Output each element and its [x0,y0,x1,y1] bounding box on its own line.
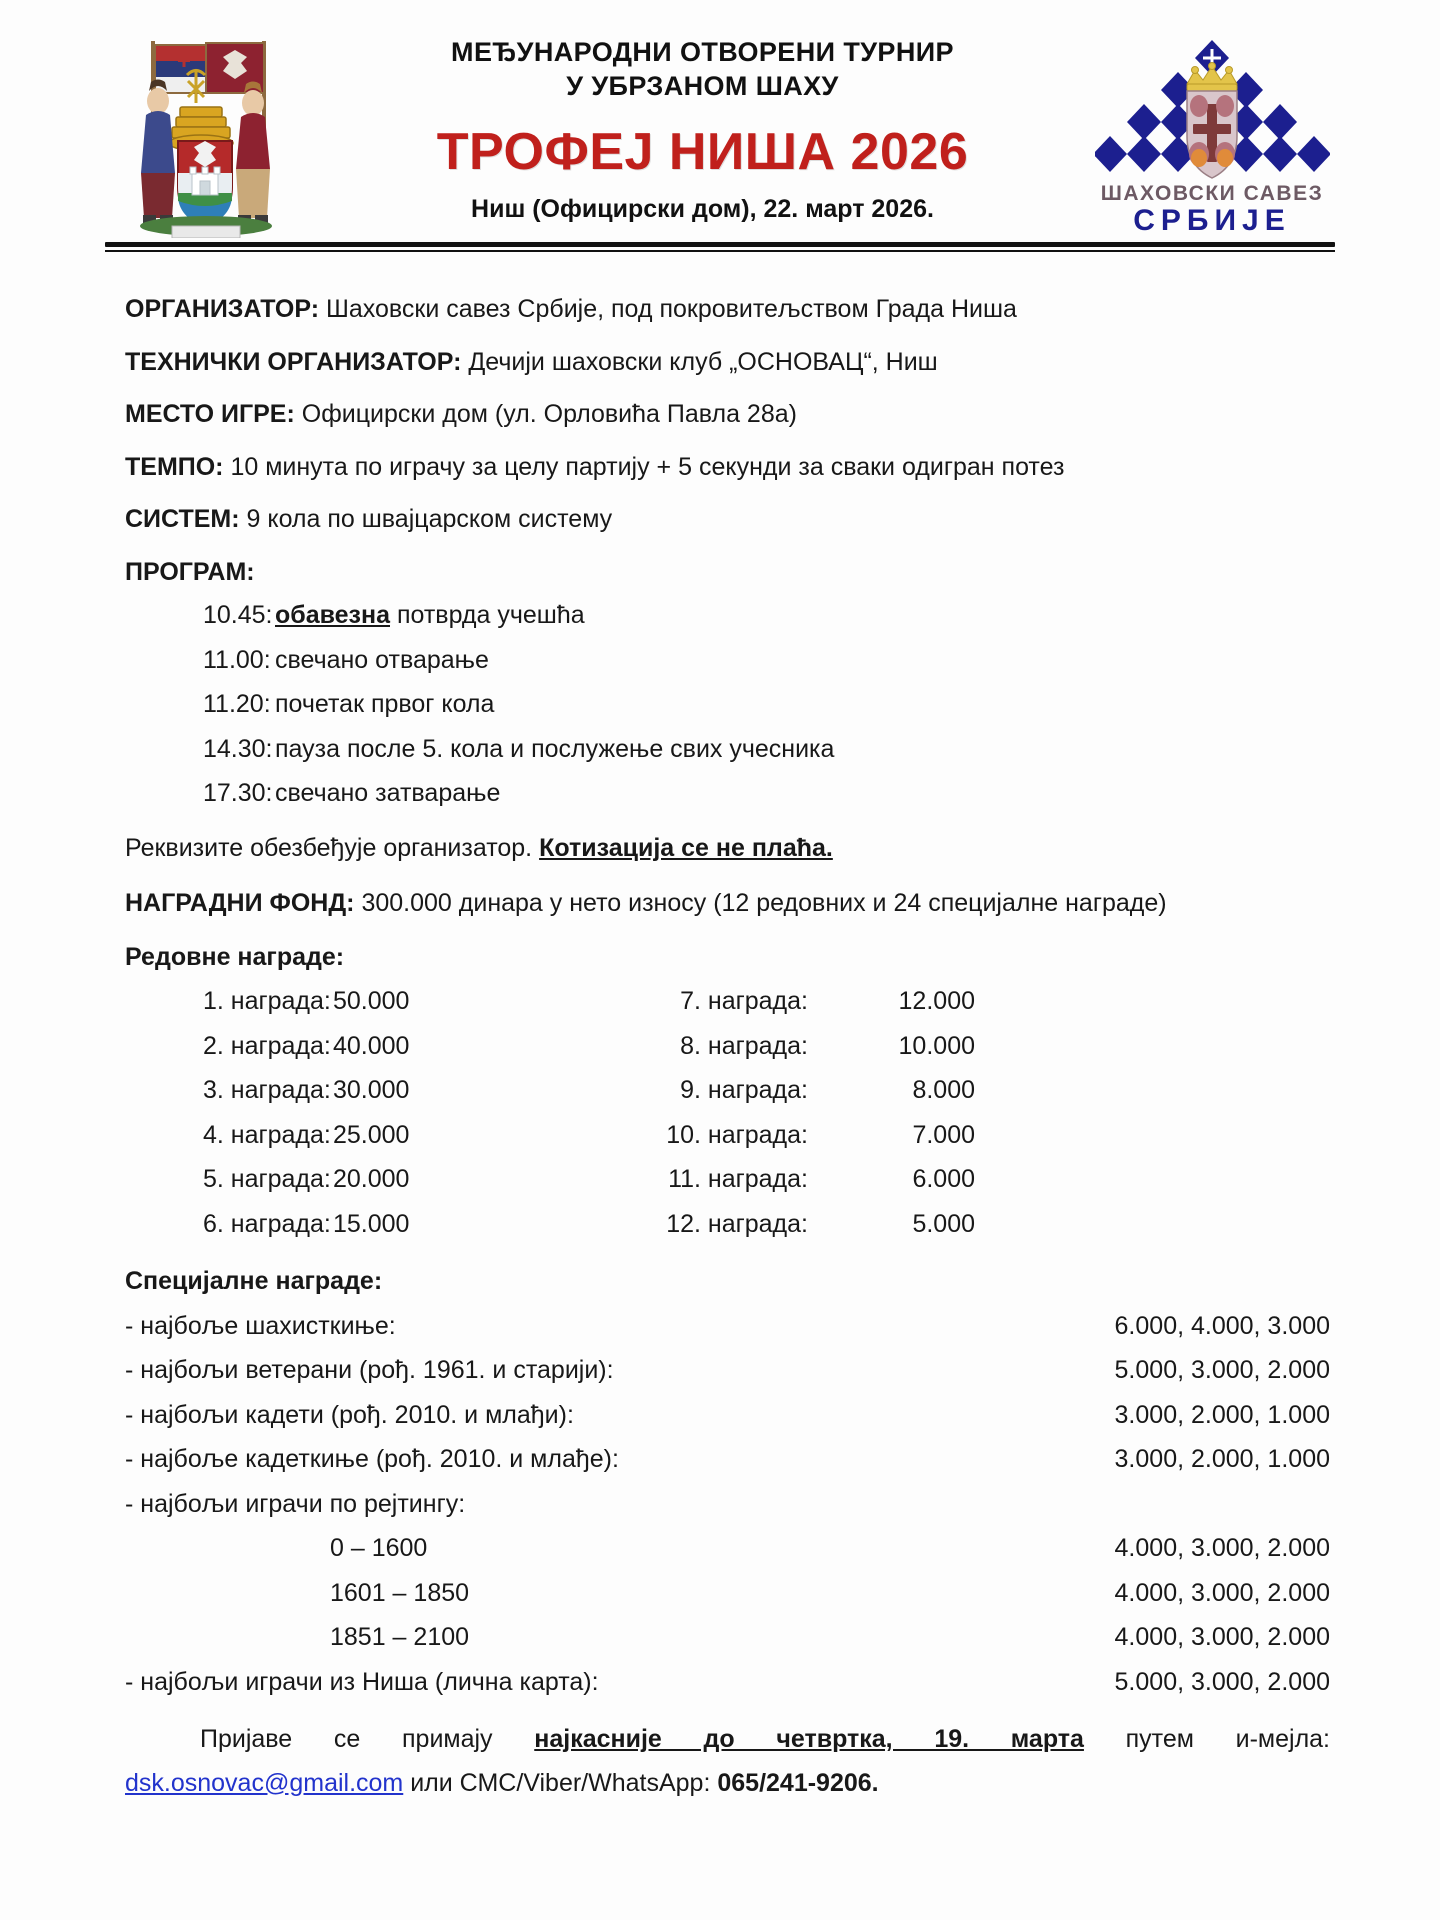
special-prize-row [125,1309,1330,1345]
header-title-block [310,36,1095,224]
prize-amount-left: 15.000 [333,1209,410,1238]
prize-label-left: 5. награда: [203,1165,331,1193]
program-description: обавезна потврда учешћа [275,601,585,629]
special-prize-row [125,1442,1330,1478]
svg-text:СРБИЈЕ: СРБИЈЕ [1133,203,1291,233]
special-prize-name: - најбољи ветерани (рођ. 1961. и старији): [125,1356,614,1384]
organizer-line [125,292,1330,328]
technical-organizer-line [125,345,1330,381]
prize-column-spacer [513,1207,623,1243]
program-row [125,732,1330,768]
no-entry-fee-emphasis: Котизација се не плаћа. [539,833,833,862]
program-row [125,643,1330,679]
prize-label-right: 11. награда: [668,1165,808,1193]
prize-label-left: 3. награда: [203,1076,331,1104]
prize-column-spacer [513,1073,623,1109]
contact-email-link[interactable]: dsk.osnovac@gmail.com [125,1768,404,1797]
prize-column-spacer [513,1162,623,1198]
special-prize-row [125,1398,1330,1434]
special-prize-name: 1851 – 2100 [330,1623,470,1651]
header-divider-thick [105,242,1335,247]
special-prize-row [125,1487,1330,1523]
special-prizes-heading: Специјалне награде: [125,1267,383,1295]
prize-amount-right: 5.000 [912,1209,975,1238]
special-prize-amounts: 4.000, 3.000, 2.000 [1114,1534,1330,1562]
system-label: СИСТЕМ: [125,505,240,533]
special-prize-row [125,1353,1330,1389]
prize-amount-left: 30.000 [333,1076,410,1104]
prize-column-spacer [513,1118,623,1154]
prize-amount-right: 10.000 [898,1031,975,1060]
special-prize-amounts: 6.000, 4.000, 3.000 [1114,1311,1330,1340]
chess-federation-of-serbia-logo-icon [1095,28,1330,233]
prize-label-left: 4. награда: [203,1120,331,1149]
flyer-body [0,252,1440,1801]
special-prize-name: 1601 – 1850 [330,1578,470,1607]
special-prize-amounts: 3.000, 2.000, 1.000 [1114,1400,1330,1429]
prize-fund-value: 300.000 динара у нето износу (12 редовних и 24 специјалне награде) [354,889,1167,917]
prize-amount-left: 50.000 [333,987,410,1015]
prize-amount-left: 25.000 [333,1120,410,1149]
technical-organizer-value: Дечији шаховски клуб „ОСНОВАЦ“, Ниш [461,347,938,376]
program-row [125,598,1330,634]
special-prize-amounts: 5.000, 3.000, 2.000 [1114,1667,1330,1696]
program-time: 10.45: [203,601,273,629]
prize-amount-right: 6.000 [912,1165,975,1193]
registration-deadline-line [125,1722,1330,1758]
prize-column-spacer [513,1029,623,1065]
program-description: свечано затварање [275,779,501,807]
prize-column-spacer [513,984,623,1020]
flyer-header [0,0,1440,232]
tournament-subtitle-line1: МЕЂУНАРОДНИ ОТВОРЕНИ ТУРНИР [451,36,954,67]
program-time: 14.30: [203,734,273,763]
program-row [125,687,1330,723]
prize-label-left: 2. награда: [203,1031,331,1060]
prize-amount-right: 12.000 [898,987,975,1015]
venue-value: Официрски дом (ул. Орловића Павла 28а) [294,400,797,428]
prize-fund-line [125,886,1330,922]
special-prize-name: - најбољи играчи по рејтингу: [125,1489,466,1518]
tournament-main-title: ТРОФЕЈ НИША 2026 [436,123,969,182]
special-prize-name: 0 – 1600 [330,1534,428,1562]
prize-label-left: 1. награда: [203,987,331,1015]
prize-fund-label: НАГРАДНИ ФОНД: [125,889,355,917]
program-description: свечано отварање [275,645,489,674]
special-prize-name: - најбољи кадети (рођ. 2010. и млађи): [125,1400,574,1429]
prize-amount-left: 20.000 [333,1165,410,1193]
tempo-value: 10 минута по играчу за целу партију + 5 секунди за сваки одигран потез [223,452,1065,481]
special-prize-amounts [1090,1487,1330,1523]
prize-amount-right: 8.000 [912,1076,975,1104]
program-heading: ПРОГРАМ: [125,557,255,586]
tempo-line [125,450,1330,486]
registration-deadline-emphasis: најкасније до четвртка, 19. марта [534,1725,1084,1753]
registration-pre-text: Пријаве се примају [200,1725,535,1753]
special-prize-amounts: 4.000, 3.000, 2.000 [1114,1623,1330,1651]
special-prize-name: - најбољи играчи из Ниша (лична карта): [125,1667,599,1696]
prize-label-right: 12. награда: [666,1209,808,1238]
venue-label: МЕСТО ИГРЕ: [125,400,295,428]
special-prize-amounts: 3.000, 2.000, 1.000 [1114,1445,1330,1473]
special-prize-name: - најбоље кадеткиње (рођ. 2010. и млађе): [125,1445,619,1473]
program-time: 11.00: [203,645,271,674]
regular-prizes-heading: Редовне награде: [125,942,345,971]
special-prize-name: - најбоље шахисткиње: [125,1311,396,1340]
prize-label-right: 9. награда: [680,1076,808,1104]
prize-amount-right: 7.000 [912,1120,975,1149]
system-value: 9 кола по швајцарском систему [239,505,613,533]
contact-separator-text: или СМС/Viber/WhatsApp: [403,1768,718,1797]
prize-amount-left: 40.000 [333,1031,410,1060]
program-description: почетак првог кола [275,690,495,718]
prize-label-right: 10. награда: [666,1120,808,1149]
equipment-note-line [125,831,1330,867]
technical-organizer-label: ТЕХНИЧКИ ОРГАНИЗАТОР: [125,347,462,376]
program-description-emphasis: обавезна [275,601,390,629]
special-prizes-table [125,1309,1330,1701]
special-prize-row [125,1665,1330,1701]
special-prize-row [125,1531,1330,1567]
prize-label-right: 8. награда: [680,1031,808,1060]
tournament-subtitle-line2: У УБРЗАНОМ ШАХУ [566,70,839,101]
contact-phone: 065/241-9206. [717,1768,879,1797]
registration-footer [125,1722,1330,1801]
prize-label-right: 7. награда: [680,987,808,1015]
equipment-note-text: Реквизите обезбеђује организатор. [125,833,540,862]
system-line [125,502,1330,538]
program-list [125,598,1330,812]
registration-post-text: путем и-мејла: [1083,1725,1331,1753]
prize-label-left: 6. награда: [203,1209,331,1238]
special-prize-amounts: 5.000, 3.000, 2.000 [1114,1356,1330,1384]
venue-line [125,397,1330,433]
coat-of-arms-of-nis-icon [110,23,310,238]
program-time: 17.30: [203,779,273,807]
special-prize-row [125,1576,1330,1612]
program-description: пауза после 5. кола и послужење свих учесника [275,734,835,763]
special-prize-row [125,1620,1330,1656]
program-time: 11.20: [203,690,271,718]
organizer-value: Шаховски савез Србије, под покровитељством Града Ниша [319,295,1017,323]
contact-line [125,1766,1330,1802]
tempo-label: ТЕМПО: [125,452,224,481]
special-prize-amounts: 4.000, 3.000, 2.000 [1114,1578,1330,1607]
program-row [125,776,1330,812]
regular-prizes-table [203,984,1330,1242]
svg-text:ШАХОВСКИ САВЕЗ: ШАХОВСКИ САВЕЗ [1100,181,1324,205]
organizer-label: ОРГАНИЗАТОР: [125,295,320,323]
tournament-venue-date: Ниш (Официрски дом), 22. март 2026. [471,195,934,224]
